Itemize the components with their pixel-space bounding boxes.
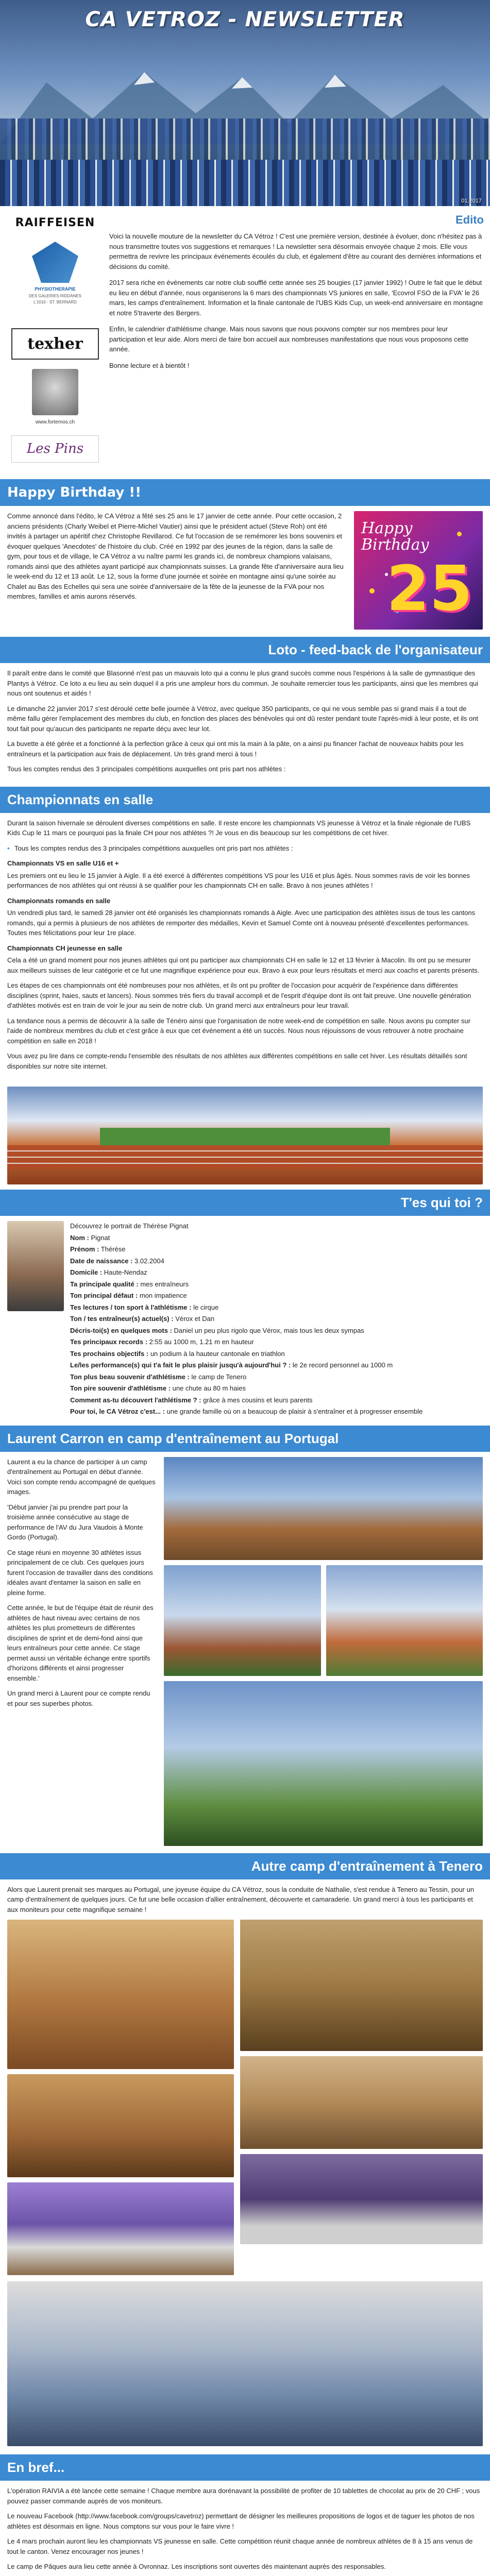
info-value: Daniel un peu plus rigolo que Vérox, mais tous les deux sympas	[174, 1326, 364, 1334]
info-value: mon impatience	[139, 1292, 187, 1299]
physio-logo-icon	[32, 242, 78, 283]
bref-paragraph: Le camp de Pâques aura lieu cette année à Ovronnaz. Les inscriptions sont ouvertes dès maintenant auprès des responsables.	[7, 2563, 386, 2570]
bref-paragraph: Le nouveau Facebook (http://www.facebook.com/groups/cavetroz) permettant de désigner les meilleures propositions de logos et de taguer les photos de nos athlètes est désormais en ligne. Nous comptons sur vous pour le faire vivre !	[7, 2512, 475, 2530]
edito-paragraph: Voici la nouvelle mouture de la newsletter du CA Vétroz ! C'est une première version, destinée à évoluer, donc n'hésitez pas à nous transmettre toutes vos suggestions et remarques ! La newsletter sera désormais envoyée chaque 2 mois. Elle vous permettra de revivre les principaux événements écoulés du club, et également d'être au courant des dernières informations et décisions du comité.	[109, 232, 482, 270]
championnats-paragraph: Un vendredi plus tard, le samedi 28 janvier ont été organisés les championnats romands à Aigle. Avec une participation des athlètes issus de tous les cantons romands, qui a permis à plusieurs de nos athlètes de remporter des médailles, Kevin et Samuel Comte ont à nouveau présenté d'excellentes performances. Toutes mes félicitations pour leur 1re place.	[7, 909, 476, 937]
qui-title: T'es qui toi ?	[400, 1195, 483, 1210]
carron-paragraph: Cette année, le but de l'équipe était de réunir des athlètes de haut niveau avec certains de nos athlètes les plus prometteurs de différentes disciplines de sprint et de demi-fond ainsi que leurs entraîneurs pour cette année. Ce stage permet aussi un véritable échange entre sportifs d'horizons différents et ainsi progresser ensemble.'	[7, 1604, 154, 1682]
birthday-image	[354, 511, 483, 630]
newsletter-date: 01.2017	[461, 197, 482, 204]
carron-section	[0, 1452, 490, 1851]
championnats-paragraph: Vous avez pu lire dans ce compte-rendu l'ensemble des résultats de nos athlètes aux différentes compétitions en salle cet hiver. Les résultats détaillés sont disponibles sur notre site internet.	[7, 1052, 467, 1070]
info-value: 3.02.2004	[134, 1257, 164, 1265]
carron-photos	[164, 1457, 483, 1846]
info-value: Thérèse	[100, 1245, 126, 1253]
bref-title: En bref...	[7, 2460, 65, 2475]
info-key: Tes lectures / ton sport à l'athlétisme :	[70, 1303, 192, 1311]
carron-paragraph: Un grand merci à Laurent pour ce compte rendu et pour ses superbes photos.	[7, 1689, 150, 1707]
bref-section	[0, 2481, 490, 2576]
stadium-track	[7, 1145, 483, 1169]
portugal-training-photo	[326, 1565, 483, 1676]
sponsor-fortemos[interactable]	[11, 369, 99, 426]
info-key: Tes principaux records :	[70, 1338, 148, 1346]
athlete-portrait-photo	[7, 1221, 64, 1311]
championnats-subtitle: Championnats VS en salle U16 et +	[7, 859, 119, 867]
carron-paragraph: 'Début janvier j'ai pu prendre part pour la troisième année consécutive au stage de performance de l'AV du Jura Vaudois à Monte Gordo (Portugal).	[7, 1503, 143, 1541]
section-header-championnats	[0, 787, 490, 813]
tenero-col-right	[240, 1920, 483, 2275]
info-value: grâce à mes cousins et leurs parents	[203, 1396, 313, 1404]
physio-name: PHYSIOTHERAPIE	[35, 286, 76, 292]
tenero-photo	[240, 2056, 483, 2149]
loto-paragraph: La buvette a été gérée et a fonctionné à la perfection grâce à ceux qui ont mis la main à la pâte, on a ainsi pu financer l'achat de nouveaux habits pour les entraîneurs et la participation aux frais de déplacement. Un très grand merci à tous !	[7, 740, 464, 758]
lespins-logo: Les Pins	[26, 441, 84, 456]
sponsors-column	[6, 211, 104, 472]
info-key: Prénom :	[70, 1245, 99, 1253]
tenero-photo	[7, 2182, 234, 2275]
list-item: • Tous les comptes rendus des 3 principales compétitions auxquelles ont pris part nos athlètes :	[7, 843, 483, 854]
info-row	[70, 1326, 483, 1336]
carron-text	[7, 1457, 157, 1846]
physio-sub2: L'1010 - ST. BERNARD	[33, 299, 77, 304]
birthday-25-number: 25	[386, 553, 472, 625]
info-row	[70, 1279, 483, 1290]
info-row	[70, 1406, 483, 1417]
info-value: 2:55 au 1000 m, 1.21 m en hauteur	[149, 1338, 254, 1346]
portugal-track-photo	[164, 1457, 483, 1560]
edito-paragraph: Bonne lecture et à bientôt !	[109, 361, 190, 369]
portugal-stadium-photo	[164, 1565, 321, 1676]
section-header-carron	[0, 1426, 490, 1452]
tenero-photo	[7, 1920, 234, 2069]
section-header-bref	[0, 2454, 490, 2481]
info-value: le 2e record personnel au 1000 m	[292, 1361, 393, 1369]
section-header-tenero	[0, 1853, 490, 1879]
championnats-list	[7, 843, 483, 854]
info-row	[70, 1337, 483, 1347]
birthday-image-caption: Happy Birthday	[361, 519, 429, 554]
championnats-section	[0, 813, 490, 1082]
tenero-bottom	[0, 2281, 490, 2452]
championnats-paragraph: La tendance nous a permis de découvrir à la salle de Ténéro ainsi que l'organisation de notre week-end de compétition en salle. Nous avons pu compter sur l'aide de nombreux membres du club et c'est grâce à eux que cet événement a été un succès. Nous nous réjouissons de vous retrouver à notre prochaine compétition en salle en 2018 !	[7, 1016, 471, 1045]
sponsor-texher[interactable]	[11, 328, 99, 360]
tenero-text: Alors que Laurent prenait ses marques au Portugal, une joyeuse équipe du CA Vétroz, sous la conduite de Nathalie, s'est rendue à Tenero au Tessin, pour un camp d'entraînement de quelques jours. Ce fut une belle occasion d'allier entraînement, découverte et camaraderie. Un grand merci à tous les participants et aux moniteurs pour cette magnifique semaine !	[7, 1885, 475, 1913]
info-value: Vérox et Dan	[175, 1315, 215, 1323]
info-key: Le/les performance(s) qui t'a fait le plus plaisir jusqu'à aujourd'hui ? :	[70, 1361, 291, 1369]
info-row	[70, 1291, 483, 1301]
info-value: une chute au 80 m haies	[172, 1384, 246, 1392]
carron-photo-row	[164, 1565, 483, 1676]
info-row	[70, 1302, 483, 1313]
info-row	[70, 1383, 483, 1394]
edito-paragraph: Enfin, le calendrier d'athlétisme change. Mais nous savons que nous pouvons compter sur nos membres pour leur participation et leur aide. Alors merci de faire bon accueil aux nombreuses manifestations que nous vous proposons cette année.	[109, 325, 469, 353]
info-value: Haute-Nendaz	[104, 1268, 147, 1276]
info-row	[70, 1233, 483, 1243]
loto-paragraph: Le dimanche 22 janvier 2017 s'est déroulé cette belle journée à Vétroz, avec quelque 350 participants, ce qui ne vous semble pas si grand mais il a tout de même fallu gérer l'emplacement des membres du club, en fonction des places des bénévoles qui ont dû rester pendant toute l'après-midi à leur poste, et ils ont tout fait pour qu'aucun des participants ne reparte déçu avec leur lot.	[7, 704, 479, 733]
bref-paragraph: L'opération RAIVIA a été lancée cette semaine ! Chaque membre aura dorénavant la possibilité de profiter de 10 tablettes de chocolat au prix de 20 CHF ; vous pouvez passer commande auprès de vos moniteurs.	[7, 2487, 480, 2505]
info-value: Pignat	[91, 1233, 110, 1242]
section-header-loto	[0, 637, 490, 663]
info-value: mes entraîneurs	[140, 1280, 189, 1288]
info-key: Ton pire souvenir d'athlétisme :	[70, 1384, 171, 1392]
edito-title: Edito	[455, 213, 484, 226]
info-row	[70, 1267, 483, 1278]
sponsor-raiffeisen[interactable]	[11, 211, 99, 232]
info-row	[70, 1360, 483, 1370]
carron-paragraph: Laurent a eu la chance de participer à un camp d'entraînement au Portugal en début d'année. Voici son compte rendu accompagné de quelques images.	[7, 1458, 156, 1496]
info-key: Ton / tes entraîneur(s) actuel(s) :	[70, 1315, 174, 1323]
athlete-info	[70, 1221, 483, 1418]
info-key: Nom :	[70, 1233, 89, 1242]
birthday-text: Comme annoncé dans l'édito, le CA Vétroz a fêté ses 25 ans le 17 janvier de cette année. Pour cette occasion, 2 anciens présidents (Charly Weibel et Pierre-Michel Vautier) ainsi que le président actuel (Steve Roh) ont été invités à partager un apéritif chez Christophe Revillarod. Ce fut l'occasion de se remémorer les bons souvenirs et évoquer quelques 'Anecdotes' de l'histoire du club. Créé en 1992 par des jeunes de la région, dans la salle de gym, pour tous et de village, le CA Vétroz a vu naître parmi les grands ici, de nombreux champions valaisans, romands ainsi que des athlètes ayant participé aux championnats suisses. La grande fête d'anniversaire aura lieu le week-end du 12 et 13 août. Le 12, sous la forme d'une journée et soirée en montagne ainsi qu'une soirée au Chalet au Bas des Echelles qui sera une soirée d'anniversaire de la fête de la jeunesse de la FVA pour nos membres, familles et amis aurons réservés.	[7, 512, 344, 600]
info-key: Tes prochains objectifs :	[70, 1349, 149, 1358]
championnats-paragraph: Les étapes de ces championnats ont été nombreuses pour nos athlètes, et ils ont pu profiter de l'occasion pour acquérir de l'expérience dans différentes disciplines (sprint, haies, sauts et lancers). Nous sommes très fiers du travail accompli et de l'esprit d'équipe dont ils ont fait preuve. Une nouvelle génération d'athlètes motivés est en train de voir le jour au sein de notre club. Un grand merci aux entraîneurs pour leur travail.	[7, 981, 471, 1009]
loto-paragraph: Tous les comptes rendus des 3 principales compétitions auxquelles ont pris part nos athlètes :	[7, 765, 286, 773]
info-key: Date de naissance :	[70, 1257, 133, 1265]
info-row	[70, 1395, 483, 1405]
portugal-group-photo	[164, 1681, 483, 1846]
loto-title: Loto - feed-back de l'organisateur	[268, 642, 483, 657]
loto-paragraph: Il paraît entre dans le comité que Blasonné n'est pas un mauvais loto qui a connu le plus grand succès comme nous l'espérions à la salle de gymnastique des Plantys à Vétroz. Ce loto a eu lieu au sein duquel il a pris une ampleur hors du commun. Je souhaite remercier tous les participants, ainsi que les membres qui nous ont soutenus et aidés !	[7, 669, 479, 697]
fortemos-url[interactable]: www.fortemos.ch	[35, 419, 75, 425]
info-row	[70, 1314, 483, 1324]
texher-logo: texher	[27, 335, 83, 353]
tenero-photo	[7, 2074, 234, 2177]
championnats-subtitle: Championnats romands en salle	[7, 896, 111, 905]
tenero-photo	[240, 1920, 483, 2051]
carron-title: Laurent Carron en camp d'entraînement au Portugal	[7, 1430, 339, 1446]
loto-section	[0, 663, 490, 785]
championnats-paragraph: Les premiers ont eu lieu le 15 janvier à Aigle. Il a été exercé à différentes compétitions VS pour les U16 et plus âgés. Nous sommes ravis de voir les bonnes performances de nos athlètes qui ont réussi à se qualifier pour les championnats CH en salle. Bravo à nos jeunes athlètes !	[7, 871, 470, 889]
tenero-title: Autre camp d'entraînement à Tenero	[251, 1858, 483, 1874]
info-row	[70, 1244, 483, 1255]
intro-section	[0, 206, 490, 477]
section-header-qui	[0, 1190, 490, 1216]
carron-paragraph: Ce stage réuni en moyenne 30 athlètes issus principalement de ce club. Ces quelques jours furent l'occasion de travailler dans des conditions idéales avant d'entamer la saison en salle en pleine forme.	[7, 1548, 153, 1597]
info-row	[70, 1372, 483, 1382]
raiffeisen-logo: RAIFFEISEN	[15, 216, 95, 229]
tenero-col-left	[7, 1920, 234, 2275]
sponsor-lespins[interactable]	[11, 435, 99, 463]
info-row	[70, 1256, 483, 1266]
championnats-subtitle: Championnats CH jeunesse en salle	[7, 944, 123, 952]
physio-sub1: DES GALERIES RIDDANES	[28, 293, 82, 298]
info-value: le camp de Tenero	[191, 1372, 247, 1381]
tenero-photo	[240, 2154, 483, 2244]
newsletter-title: CA VETROZ - NEWSLETTER	[85, 8, 405, 31]
championnats-title: Championnats en salle	[7, 791, 154, 807]
stadium-field	[100, 1128, 390, 1145]
info-key: Ta principale qualité :	[70, 1280, 139, 1288]
tenero-photo-grid	[0, 1920, 490, 2281]
info-value: le cirque	[193, 1303, 219, 1311]
group-photo-front	[0, 160, 490, 206]
info-row	[70, 1349, 483, 1359]
header-banner	[0, 0, 490, 206]
tenero-snow-photo	[7, 2281, 483, 2446]
info-value: une grande famille où on a beaucoup de plaisir à s'entraîner et à progresser ensemble	[166, 1408, 423, 1415]
birthday-section	[0, 506, 490, 635]
edito-paragraph: 2017 sera riche en événements car notre club soufflé cette année ses 25 bougies (17 janvier 1992) ! Outre le fait que le début eu lieu en début d'année, nous organiserons la 6 mars des championnats VS juniores en salle, 'Ecovrol FSO de la FVA' le 26 mars, les camps d'entraînement. Information et la finale cantonale de l'UBS Kids Cup, un week-end anniversaire en montagne et notre 5'traverte des Bergers.	[109, 279, 483, 317]
info-key: Comment as-tu découvert l'athlétisme ? :	[70, 1396, 201, 1404]
sponsor-physio-riddes[interactable]	[11, 242, 99, 319]
championnats-paragraph: Cela a été un grand moment pour nos jeunes athlètes qui ont pu participer aux championnats CH en salle le 12 et 13 février à Macolin. Ils ont pu se mesurer aux meilleurs suisses de leur catégorie et ce fut une magnifique expérience pour eux. Bravo à eux pour leurs résultats et merci aux coachs et parents présents.	[7, 956, 480, 974]
edito-column	[104, 211, 484, 472]
championnats-intro: Durant la saison hivernale se déroulent diverses compétitions en salle. Il reste encore les championnats VS jeunesse à Vétroz et la finale régionale de l'UBS Kids Cup le 11 mars ce pourquoi pas la finale CH pour nos athlètes ?! Je vous en dis beaucoup sur les compétitions de cet hiver.	[7, 819, 471, 837]
info-key: Décris-toi(s) en quelques mots :	[70, 1326, 172, 1334]
info-value: un podium à la hauteur cantonale en triathlon	[150, 1349, 285, 1358]
qui-section	[0, 1216, 490, 1423]
birthday-title: Happy Birthday !!	[7, 485, 142, 500]
fortemos-photo	[32, 369, 78, 415]
qui-intro: Découvrez le portrait de Thérèse Pignat	[70, 1222, 189, 1230]
section-header-birthday	[0, 479, 490, 506]
info-key: Ton principal défaut :	[70, 1292, 138, 1299]
stadium-panorama-photo	[7, 1087, 483, 1184]
bref-paragraph: Le 4 mars prochain auront lieu les championnats VS jeunesse en salle. Cette compétition réunit chaque année de nombreux athlètes de 8 à 15 ans venus de tout le canton. Venez encourager nos jeunes !	[7, 2537, 473, 2555]
info-key: Domicile :	[70, 1268, 103, 1276]
info-key: Ton plus beau souvenir d'athlétisme :	[70, 1372, 190, 1381]
info-key: Pour toi, le CA Vétroz c'est... :	[70, 1408, 165, 1415]
